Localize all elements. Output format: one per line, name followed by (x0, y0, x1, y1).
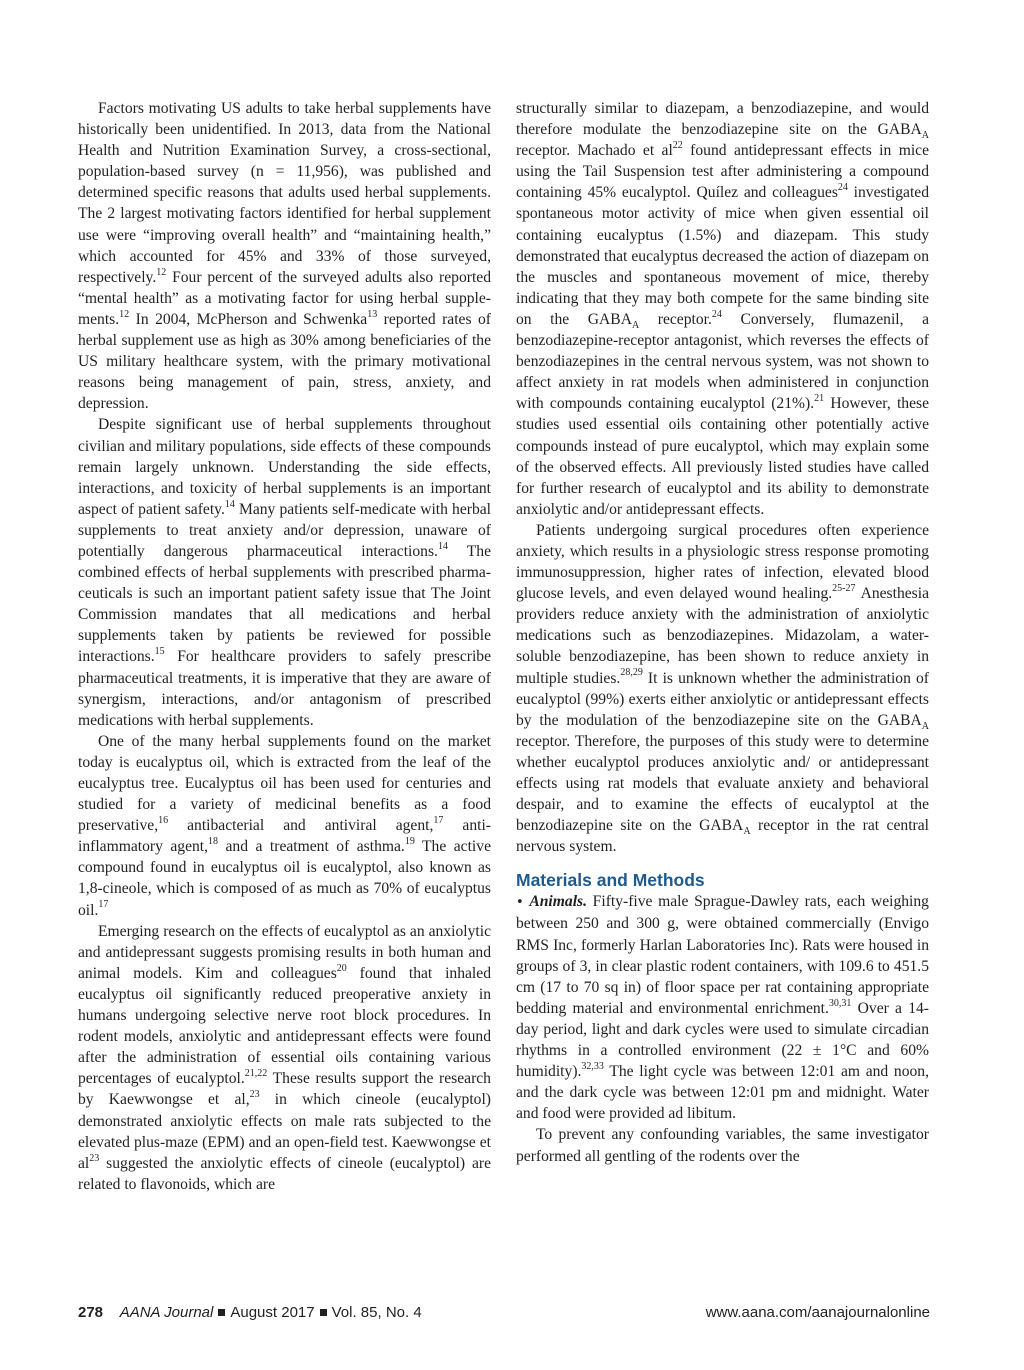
citation: 15 (154, 646, 165, 658)
left-column (78, 98, 491, 1195)
citation: 23 (89, 1152, 100, 1164)
citation: 24 (837, 182, 848, 194)
citation: 20 (336, 962, 347, 974)
citation: 12 (119, 308, 130, 320)
citation: 12 (156, 266, 167, 278)
citation: 17 (98, 899, 109, 911)
page-number: 278 (78, 1304, 104, 1321)
citation: 32,33 (581, 1060, 604, 1072)
paragraph-side-effects: Despite significant use of herbal supplements throughout civilian and military populations, side effects of these compounds remain largely unknown. Understanding the side effects, interactions, and toxicity of herbal supplements is an important aspect of patient safety.$^{14}$ Many patients self-medicate with herbal supplements to treat anxiety and/or depression, unaware of potentially dangerous pharmaceutical interactions.$^{14}$ The combined effects of herbal supplements with prescribed pharmaceuticals is such an important patient safety issue that The Joint Commission mandates that all medications and herbal supplements taken by patients be reviewed for possible interactions.$^{15}$ For healthcare providers to safely prescribe pharmaceutical treatments, it is imperative that they are aware of synergism, interactions, and/or antagonism of prescribed medications with herbal supplements. (78, 416, 491, 729)
separator-square-icon (320, 1309, 327, 1316)
runin-heading-animals: Animals. (529, 893, 587, 911)
citation: 14 (224, 498, 235, 510)
bullet-icon: • (516, 895, 524, 911)
paragraph-animals: • Animals. Fifty-five male Sprague-Dawley rats, each weighing between 250 and 300 g, were obtained commercially (Envigo RMS Inc, formerly Harlan Laboratories Inc). Rats were housed in groups of 3, in clear plastic rodent containers, with 109.6 to 451.5 cm (17 to 70 sq in) of floor space per rat containing appropriate bedding material and environmental enrichment.$^{30,31}$ Over a 14-day period, light and dark cycles were used to simulate circadian rhythms in a controlled environment (22 ± 1°C and 60% humidity).$^{32,33}$ The light cycle was between 12:01 am and noon, and the dark cycle was between 12:01 pm and midnight. Water and food were provided ad libitum. (516, 893, 929, 1123)
separator-square-icon (218, 1309, 225, 1316)
volume-info: Vol. 85, No. 4 (331, 1304, 422, 1321)
citation: 23 (249, 1089, 260, 1101)
citation: 17 (433, 815, 444, 826)
citation: 16 (158, 815, 169, 826)
citation: 24 (711, 308, 722, 320)
citation: 14 (437, 540, 448, 552)
citation: 18 (208, 836, 219, 848)
journal-name: AANA Journal (119, 1304, 214, 1321)
paragraph-eucalyptus-oil: One of the many herbal supplements found on the market today is eucalyptus oil, which is extracted from the leaf of the eucalyptus tree. Eucalyptus oil has been used for centuries and studied for a variety of medicinal benefits as a food preservative,$^{16}$ antibacterial and antiviral agent,$^{17}$ anti-inflammatory agent,$^{18}$ and a treatment of asthma.$^{19}$ The active compound found in eucalyptus oil is eucalyptol, also known as 1,8-cineole, which is composed of as much as 70% of eucalyptus oil.$^{17}$ (78, 732, 491, 919)
journal-url-link[interactable]: www.aana.com/aanajournalonline (705, 1304, 930, 1321)
citation: 22 (672, 140, 683, 151)
issue-date: August 2017 (230, 1304, 315, 1321)
paragraph-confounding: To prevent any confounding variables, the same investigator performed all gentling of the rodents over the (516, 1126, 929, 1165)
paragraph-gaba-studies: structurally similar to diazepam, a benzodiazepine, and would therefore modulate the benzodiazepine site on the $GABA_A$ receptor. Machado et $al^{22}$ found antidepressant effects in mice using the Tail Suspension test after administering a compound containing 45% eucalyptol. Quílez and colleagues$^{24}$ investigated spontaneous motor activity of mice when given essential oil containing eucalyptus (1.5%) and diazepam. This study demonstrated that eucalyptus decreased the action of diazepam on the muscles and spontaneous movement of mice, thereby indicating that they may both compete for the same binding site on the $GABA_A$ receptor.$^{24}$ Conversely, flumazenil, a benzodiazepine-receptor antagonist, which reverses the effects of benzodiazepines in the central nervous system, was not shown to affect anxiety in rat models when administered in conjunction with compounds containing eucalyptol (21%).$^{21}$ However, these studies used essential oils containing other potentially active compounds instead of pure eucalyptol, which may explain some of the observed effects. All previously listed studies have called for further research of eucalyptol and its ability to demonstrate anxiolytic and/or antidepressant effects. (516, 100, 930, 518)
page-footer (78, 1304, 930, 1326)
citation: 19 (404, 836, 415, 848)
paragraph-emerging-research: Emerging research on the effects of eucalyptol as an anxiolytic and antidepressant suggests promising results in both human and animal models. Kim and colleagues$^{20}$ found that inhaled eucalyptus oil significantly reduced preoperative anxiety in humans undergoing selective nerve root block procedures. In rodent models, anxiolytic and antidepressant effects were found after the administration of essential oils containing various percentages of eucalyptol.$^{21,22}$ These results support the research by Kaewwongse et al,$^{23}$ in which cineole (eucalyptol) demonstrated anxiolytic effects on male rats subjected to the elevated plus-maze (EPM) and an open-field test. Kaewwongse et $al^{23}$ suggested the anxiolytic effects of cineole (eucalyptol) are related to flavonoids, which are (78, 922, 491, 1193)
citation: 28,29 (620, 667, 643, 679)
paragraph-surgical-anxiety: Patients undergoing surgical procedures often experience anxiety, which results in a physiologic stress response promoting immunosuppression, higher rates of infection, elevated blood glucose levels, and even delayed wound healing.$^{25-27}$ Anesthesia providers reduce anxiety with the administration of anxiolytic medications such as benzodiazepines. Midazolam, a water-soluble benzodiazepine, has been shown to reduce anxiety in multiple studies.$^{28,29}$ It is unknown whether the administration of eucalyptol (99%) exerts either anxiolytic or antidepressant effects by the modulation of the benzodiazepine site on the $GABA_A$ receptor. Therefore, the purposes of this study were to determine whether eucalyptol produces anxiolytic and/ or antidepressant effects using rat models that evaluate anxiety and behavioral despair, and to examine the effects of eucalyptol at the benzodiazepine site on the $GABA_A$ receptor in the rat central nervous system. (516, 521, 929, 856)
paragraph-herbal-motivation: Factors motivating US adults to take herbal supplements have historically been unidentified. In 2013, data from the National Health and Nutrition Examination Survey, a cross-sectional, population-based survey (n = 11,956), was published and determined specific reasons that adults used herbal supplements. The 2 largest motivating factors identified for herbal supplement use were “improving overall health” and “maintaining health,” which accounted for 45% and 33% of those surveyed, respectively.$^{12}$ Four percent of the surveyed adults also reported “mental health” as a motivating factor for using herbal supplements.$^{12}$ In 2004, McPherson and Schwenka$^{13}$ reported rates of herbal supplement use as high as 30% among beneficiaries of the US military healthcare system, with the primary motivational reasons being management of pain, stress, anxiety, and depression. (78, 100, 491, 413)
citation: 13 (367, 308, 378, 320)
citation: 30,31 (828, 997, 852, 1009)
citation: 21 (814, 393, 825, 405)
section-heading-materials-methods: Materials and Methods (516, 870, 705, 891)
citation: 25-27 (832, 582, 856, 594)
citation: 21,22 (244, 1068, 268, 1080)
right-column (516, 98, 929, 1167)
